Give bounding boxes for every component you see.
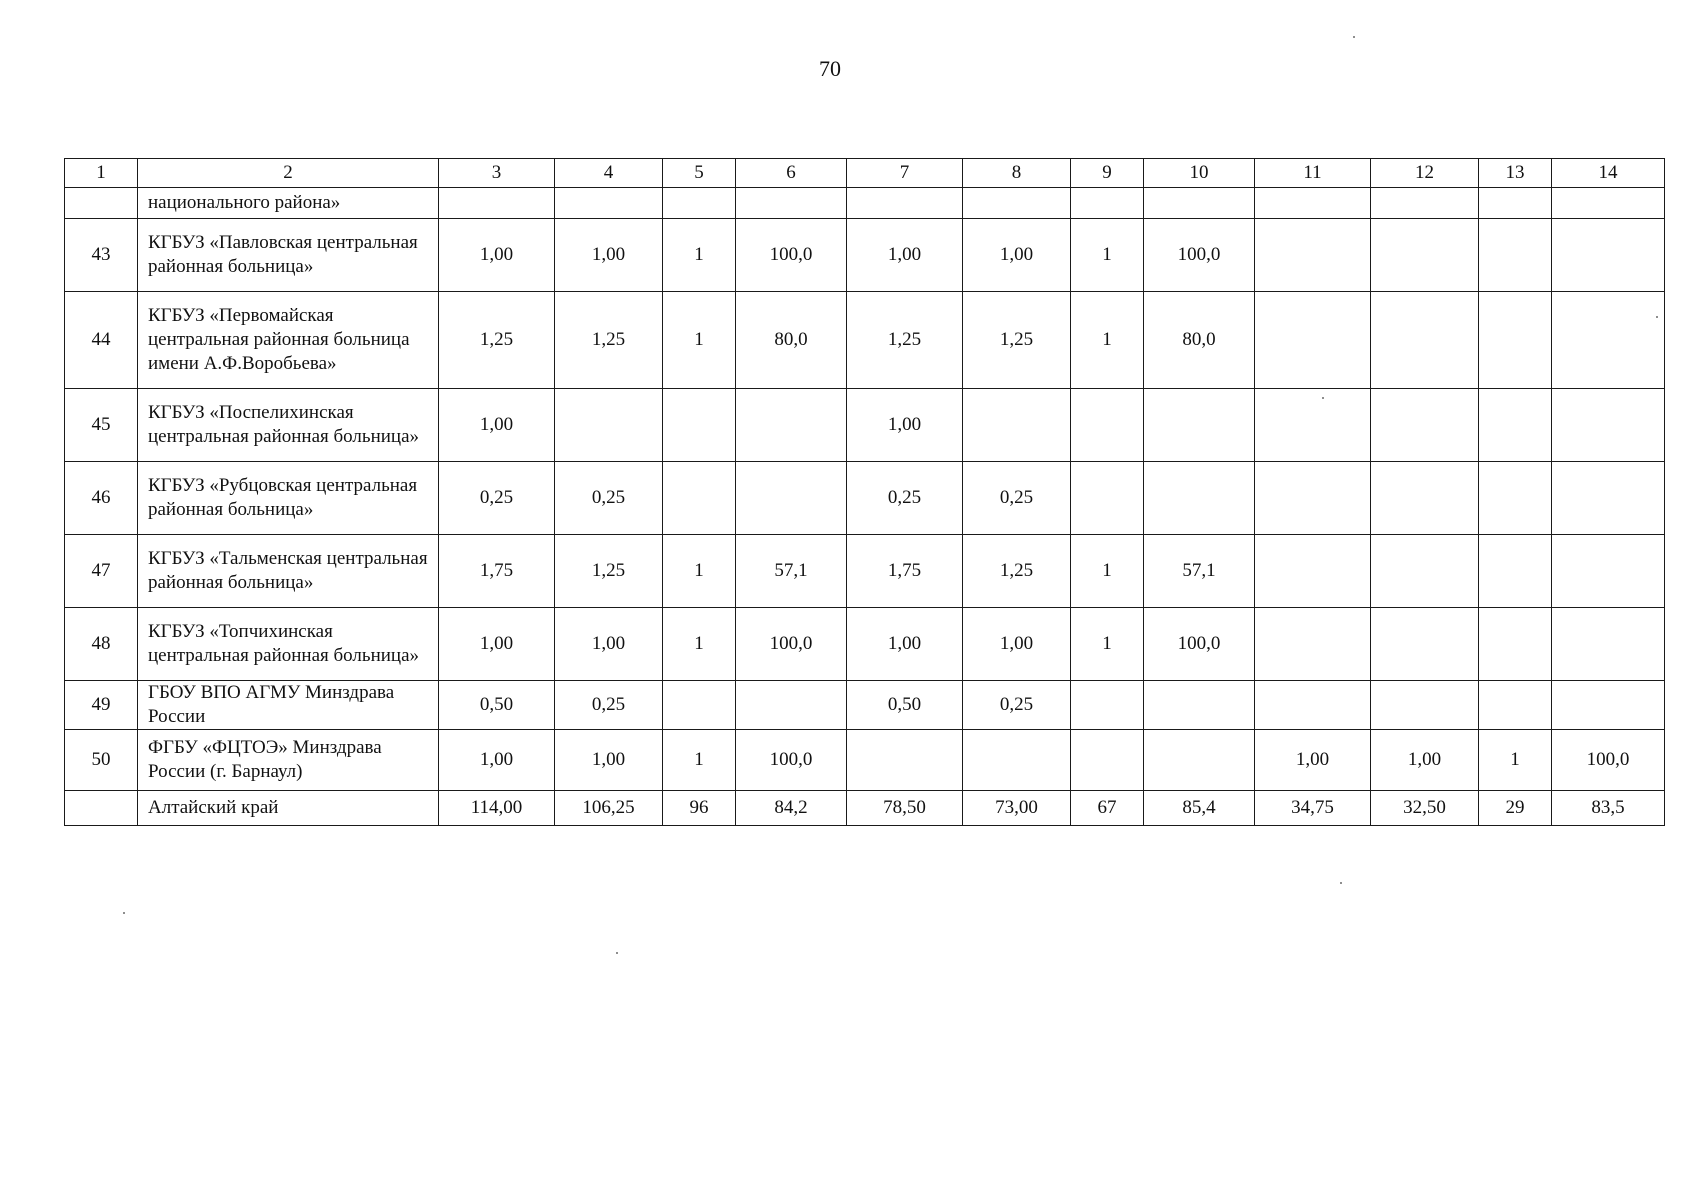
table-cell: 0,50 [847,681,963,730]
column-header: 9 [1071,159,1144,188]
scan-speck [1322,397,1324,399]
table-cell [663,389,736,462]
table-cell: 1,25 [555,292,663,389]
table-cell [1479,608,1552,681]
column-header: 1 [65,159,138,188]
table-cell [1144,730,1255,791]
table-cell [963,389,1071,462]
column-header: 5 [663,159,736,188]
table-cell: 1 [1071,292,1144,389]
table-cell [963,730,1071,791]
table-cell [1371,681,1479,730]
total-cell: 67 [1071,791,1144,826]
table-cell [663,462,736,535]
table-cell: 0,25 [439,462,555,535]
row-number-cell: 49 [65,681,138,730]
total-cell: 32,50 [1371,791,1479,826]
table-cell [1552,188,1665,219]
total-label-cell: Алтайский край [138,791,439,826]
table-cell [1371,188,1479,219]
table-cell [736,188,847,219]
table-cell [439,188,555,219]
table-cell: 1,00 [439,389,555,462]
table-cell: 100,0 [736,219,847,292]
table-row [65,219,1665,292]
table-cell [1552,608,1665,681]
table-cell [663,188,736,219]
table-cell: 1,00 [555,219,663,292]
table-cell: 1,00 [555,730,663,791]
table-cell: 100,0 [736,730,847,791]
table-row [65,462,1665,535]
table-cell: 100,0 [1144,219,1255,292]
table-cell [65,188,138,219]
table-cell: 0,25 [847,462,963,535]
table-cell: 1,00 [555,608,663,681]
row-number-cell: 45 [65,389,138,462]
table-cell [1255,608,1371,681]
table-cell [1144,462,1255,535]
table-cell: 1 [663,292,736,389]
table-cell: 1,00 [439,219,555,292]
table-row [65,730,1665,791]
table-cell [1371,535,1479,608]
table-cell [1479,535,1552,608]
table-cell: 100,0 [1144,608,1255,681]
table-row [65,389,1665,462]
column-header: 6 [736,159,847,188]
table-row [65,608,1665,681]
table-header-row [65,159,1665,188]
data-table [64,158,1665,826]
column-header: 14 [1552,159,1665,188]
institution-name-cell: КГБУЗ «Рубцовская центральная районная больница» [138,462,439,535]
page-number: 70 [819,56,841,81]
table-cell: 1 [663,730,736,791]
table-cell [1071,730,1144,791]
total-cell: 84,2 [736,791,847,826]
institution-name-cell: национального района» [138,188,439,219]
institution-name-cell: КГБУЗ «Первомайская центральная районная больница имени А.Ф.Воробьева» [138,292,439,389]
table-cell [1479,681,1552,730]
table-cell [1255,389,1371,462]
table-cell: 100,0 [736,608,847,681]
table-cell [847,188,963,219]
institution-name-cell: КГБУЗ «Тальменская центральная районная больница» [138,535,439,608]
institution-name-cell: КГБУЗ «Топчихинская центральная районная больница» [138,608,439,681]
table-cell [1255,681,1371,730]
row-number-cell: 44 [65,292,138,389]
total-cell: 34,75 [1255,791,1371,826]
table-cell [1479,462,1552,535]
table-cell [555,188,663,219]
table-cell: 1 [1071,219,1144,292]
column-header: 13 [1479,159,1552,188]
table-cell [847,730,963,791]
table-cell: 80,0 [1144,292,1255,389]
institution-name-cell: ФГБУ «ФЦТОЭ» Минздрава России (г. Барнаул) [138,730,439,791]
table-cell: 1,00 [963,219,1071,292]
table-cell: 1,00 [847,389,963,462]
total-row [65,791,1665,826]
scan-speck [123,912,125,914]
table-cell: 1,25 [439,292,555,389]
column-header: 4 [555,159,663,188]
scan-speck [1656,316,1658,318]
table-cell: 57,1 [736,535,847,608]
row-number-cell: 43 [65,219,138,292]
table-cell [1371,462,1479,535]
table-cell: 57,1 [1144,535,1255,608]
table-cell: 100,0 [1552,730,1665,791]
column-header: 7 [847,159,963,188]
table-cell [663,681,736,730]
column-header: 10 [1144,159,1255,188]
table-cell [555,389,663,462]
table-cell [1144,188,1255,219]
column-header: 2 [138,159,439,188]
table-cell: 1 [1071,535,1144,608]
table-cell: 1,00 [963,608,1071,681]
table-row [65,292,1665,389]
column-header: 8 [963,159,1071,188]
table-cell [1371,292,1479,389]
table-cell [1479,188,1552,219]
table-cell [1071,681,1144,730]
table-cell: 1,00 [1371,730,1479,791]
table-cell [963,188,1071,219]
table-cell: 1 [663,219,736,292]
table-cell [1371,608,1479,681]
row-number-cell: 48 [65,608,138,681]
table-cell: 1 [663,535,736,608]
total-cell: 106,25 [555,791,663,826]
total-cell: 73,00 [963,791,1071,826]
table-cell [1479,389,1552,462]
table-cell: 80,0 [736,292,847,389]
total-cell: 83,5 [1552,791,1665,826]
total-cell: 85,4 [1144,791,1255,826]
institution-name-cell: КГБУЗ «Поспелихинская центральная районная больница» [138,389,439,462]
table-cell [1371,389,1479,462]
table-cell: 1,25 [847,292,963,389]
table-cell: 0,25 [963,681,1071,730]
total-cell: 96 [663,791,736,826]
institution-name-cell: КГБУЗ «Павловская центральная районная больница» [138,219,439,292]
table-cell: 1,25 [963,535,1071,608]
total-cell: 114,00 [439,791,555,826]
table-cell [1479,292,1552,389]
table-cell: 0,25 [555,681,663,730]
row-number-cell: 50 [65,730,138,791]
table-cell: 1 [663,608,736,681]
table-cell: 1 [1071,608,1144,681]
table-cell [65,791,138,826]
table-cell: 1,25 [963,292,1071,389]
table-cell [1144,681,1255,730]
institution-name-cell: ГБОУ ВПО АГМУ Минздрава России [138,681,439,730]
table-cell: 1,00 [847,608,963,681]
table-cell [1255,219,1371,292]
table-cell [1371,219,1479,292]
table-cell [1255,462,1371,535]
table-cell [1071,462,1144,535]
table-cell: 1,00 [439,608,555,681]
scan-speck [616,952,618,954]
table-cell: 0,25 [555,462,663,535]
table-cell [1552,389,1665,462]
table-cell [1144,389,1255,462]
table-cell [1255,188,1371,219]
table-cell: 1 [1479,730,1552,791]
table-cell [736,462,847,535]
table-cell [736,389,847,462]
table-cell [1552,535,1665,608]
column-header: 12 [1371,159,1479,188]
scan-speck [1340,882,1342,884]
table-cell [1255,535,1371,608]
table-cell [1255,292,1371,389]
table-cell [1071,188,1144,219]
table-cell: 1,00 [1255,730,1371,791]
scan-speck [1353,36,1355,38]
column-header: 11 [1255,159,1371,188]
table-cell: 1,75 [847,535,963,608]
table-cell [736,681,847,730]
table-cell: 1,00 [847,219,963,292]
table-cell: 1,75 [439,535,555,608]
table-cell: 1,00 [439,730,555,791]
table-row [65,681,1665,730]
table-cell [1552,462,1665,535]
total-cell: 78,50 [847,791,963,826]
row-number-cell: 47 [65,535,138,608]
column-header: 3 [439,159,555,188]
table-cell: 0,50 [439,681,555,730]
table-cell [1479,219,1552,292]
row-number-cell: 46 [65,462,138,535]
table-row [65,535,1665,608]
table-cell [1552,681,1665,730]
table-cell [1552,292,1665,389]
table-row [65,188,1665,219]
total-cell: 29 [1479,791,1552,826]
table-cell [1552,219,1665,292]
table-cell: 1,25 [555,535,663,608]
table-cell [1071,389,1144,462]
table-cell: 0,25 [963,462,1071,535]
